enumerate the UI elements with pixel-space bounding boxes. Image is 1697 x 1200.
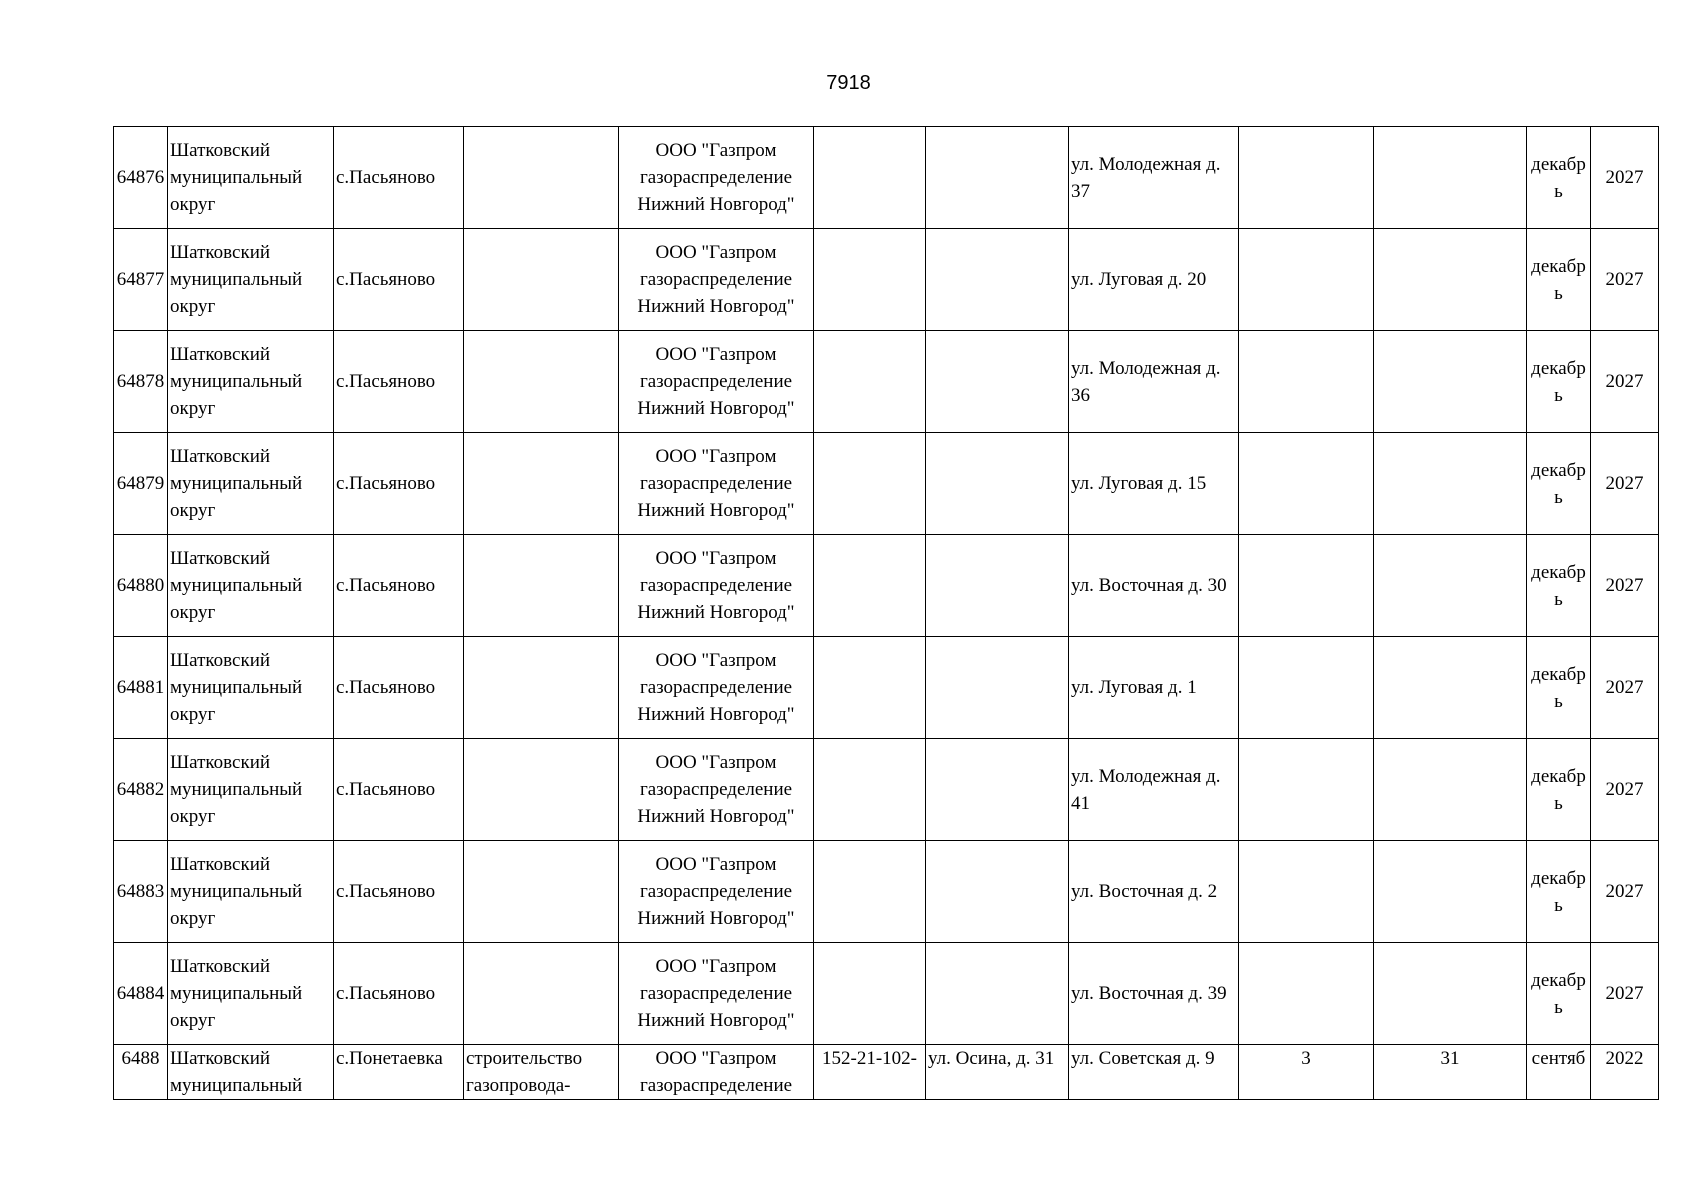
month-cell: декабрь xyxy=(1527,433,1591,535)
district-cell: Шатковский муниципальный xyxy=(168,1045,334,1100)
table-body xyxy=(114,127,1659,1100)
row-number-cell: 64880 xyxy=(114,535,168,637)
page-number: 7918 xyxy=(826,72,871,94)
table-row xyxy=(114,739,1659,841)
settlement-cell: с.Пасьяново xyxy=(334,739,464,841)
value-cell-b xyxy=(1374,535,1527,637)
source-address-cell: ул. Осина, д. 31 xyxy=(926,1045,1069,1100)
year-cell: 2022 xyxy=(1591,1045,1659,1100)
value-cell-b xyxy=(1374,331,1527,433)
year-cell: 2027 xyxy=(1591,127,1659,229)
year-cell: 2027 xyxy=(1591,739,1659,841)
value-cell-a xyxy=(1239,433,1374,535)
source-address-cell xyxy=(926,739,1069,841)
work-type-cell xyxy=(464,331,619,433)
data-table xyxy=(113,126,1659,1100)
code-cell xyxy=(814,433,926,535)
address-cell: ул. Советская д. 9 xyxy=(1069,1045,1239,1100)
code-cell xyxy=(814,331,926,433)
address-cell: ул. Восточная д. 2 xyxy=(1069,841,1239,943)
organization-cell: ООО "Газпром газораспределение Нижний Новгород" xyxy=(619,229,814,331)
settlement-cell: с.Пасьяново xyxy=(334,943,464,1045)
row-number-cell: 64882 xyxy=(114,739,168,841)
district-cell: Шатковский муниципальный округ xyxy=(168,535,334,637)
value-cell-a xyxy=(1239,535,1374,637)
district-cell: Шатковский муниципальный округ xyxy=(168,943,334,1045)
work-type-cell xyxy=(464,739,619,841)
row-number-cell: 64877 xyxy=(114,229,168,331)
organization-cell: ООО "Газпром газораспределение Нижний Новгород" xyxy=(619,535,814,637)
year-cell: 2027 xyxy=(1591,229,1659,331)
year-cell: 2027 xyxy=(1591,433,1659,535)
address-cell: ул. Восточная д. 30 xyxy=(1069,535,1239,637)
table-row xyxy=(114,535,1659,637)
work-type-cell xyxy=(464,229,619,331)
work-type-cell: строительство газопровода- xyxy=(464,1045,619,1100)
organization-cell: ООО "Газпром газораспределение Нижний Новгород" xyxy=(619,637,814,739)
month-cell: декабрь xyxy=(1527,535,1591,637)
work-type-cell xyxy=(464,841,619,943)
work-type-cell xyxy=(464,637,619,739)
organization-cell: ООО "Газпром газораспределение xyxy=(619,1045,814,1100)
address-cell: ул. Луговая д. 15 xyxy=(1069,433,1239,535)
address-cell: ул. Луговая д. 1 xyxy=(1069,637,1239,739)
table-row xyxy=(114,841,1659,943)
month-cell: декабрь xyxy=(1527,739,1591,841)
value-cell-a xyxy=(1239,127,1374,229)
table-row xyxy=(114,1045,1659,1100)
table-row xyxy=(114,637,1659,739)
settlement-cell: с.Пасьяново xyxy=(334,127,464,229)
value-cell-b xyxy=(1374,739,1527,841)
code-cell xyxy=(814,535,926,637)
value-cell-a xyxy=(1239,331,1374,433)
organization-cell: ООО "Газпром газораспределение Нижний Новгород" xyxy=(619,943,814,1045)
code-cell xyxy=(814,637,926,739)
address-cell: ул. Молодежная д. 37 xyxy=(1069,127,1239,229)
settlement-cell: с.Понетаевка xyxy=(334,1045,464,1100)
settlement-cell: с.Пасьяново xyxy=(334,535,464,637)
year-cell: 2027 xyxy=(1591,841,1659,943)
work-type-cell xyxy=(464,433,619,535)
district-cell: Шатковский муниципальный округ xyxy=(168,841,334,943)
address-cell: ул. Молодежная д. 36 xyxy=(1069,331,1239,433)
source-address-cell xyxy=(926,127,1069,229)
organization-cell: ООО "Газпром газораспределение Нижний Новгород" xyxy=(619,433,814,535)
code-cell xyxy=(814,229,926,331)
value-cell-b xyxy=(1374,841,1527,943)
table-row xyxy=(114,433,1659,535)
value-cell-a: 3 xyxy=(1239,1045,1374,1100)
row-number-cell: 64879 xyxy=(114,433,168,535)
row-number-cell: 64884 xyxy=(114,943,168,1045)
year-cell: 2027 xyxy=(1591,637,1659,739)
value-cell-b xyxy=(1374,943,1527,1045)
value-cell-b xyxy=(1374,637,1527,739)
value-cell-b xyxy=(1374,433,1527,535)
month-cell: декабрь xyxy=(1527,943,1591,1045)
value-cell-a xyxy=(1239,229,1374,331)
code-cell xyxy=(814,739,926,841)
source-address-cell xyxy=(926,535,1069,637)
work-type-cell xyxy=(464,127,619,229)
value-cell-a xyxy=(1239,739,1374,841)
work-type-cell xyxy=(464,535,619,637)
year-cell: 2027 xyxy=(1591,535,1659,637)
value-cell-a xyxy=(1239,637,1374,739)
district-cell: Шатковский муниципальный округ xyxy=(168,739,334,841)
settlement-cell: с.Пасьяново xyxy=(334,331,464,433)
settlement-cell: с.Пасьяново xyxy=(334,433,464,535)
row-number-cell: 64878 xyxy=(114,331,168,433)
source-address-cell xyxy=(926,637,1069,739)
value-cell-b: 31 xyxy=(1374,1045,1527,1100)
code-cell xyxy=(814,943,926,1045)
value-cell-b xyxy=(1374,127,1527,229)
value-cell-a xyxy=(1239,841,1374,943)
row-number-cell: 64881 xyxy=(114,637,168,739)
district-cell: Шатковский муниципальный округ xyxy=(168,229,334,331)
organization-cell: ООО "Газпром газораспределение Нижний Новгород" xyxy=(619,331,814,433)
table-row xyxy=(114,943,1659,1045)
month-cell: декабрь xyxy=(1527,229,1591,331)
code-cell: 152-21-102- xyxy=(814,1045,926,1100)
organization-cell: ООО "Газпром газораспределение Нижний Новгород" xyxy=(619,841,814,943)
organization-cell: ООО "Газпром газораспределение Нижний Новгород" xyxy=(619,739,814,841)
value-cell-a xyxy=(1239,943,1374,1045)
year-cell: 2027 xyxy=(1591,943,1659,1045)
source-address-cell xyxy=(926,229,1069,331)
address-cell: ул. Луговая д. 20 xyxy=(1069,229,1239,331)
address-cell: ул. Восточная д. 39 xyxy=(1069,943,1239,1045)
table-row xyxy=(114,127,1659,229)
row-number-cell: 64883 xyxy=(114,841,168,943)
district-cell: Шатковский муниципальный округ xyxy=(168,331,334,433)
work-type-cell xyxy=(464,943,619,1045)
source-address-cell xyxy=(926,841,1069,943)
source-address-cell xyxy=(926,943,1069,1045)
row-number-cell: 64876 xyxy=(114,127,168,229)
settlement-cell: с.Пасьяново xyxy=(334,637,464,739)
source-address-cell xyxy=(926,433,1069,535)
month-cell: декабрь xyxy=(1527,331,1591,433)
row-number-cell: 6488 xyxy=(114,1045,168,1100)
organization-cell: ООО "Газпром газораспределение Нижний Новгород" xyxy=(619,127,814,229)
table-row xyxy=(114,229,1659,331)
month-cell: сентяб xyxy=(1527,1045,1591,1100)
table-row xyxy=(114,331,1659,433)
district-cell: Шатковский муниципальный округ xyxy=(168,637,334,739)
month-cell: декабрь xyxy=(1527,841,1591,943)
address-cell: ул. Молодежная д. 41 xyxy=(1069,739,1239,841)
month-cell: декабрь xyxy=(1527,637,1591,739)
district-cell: Шатковский муниципальный округ xyxy=(168,127,334,229)
settlement-cell: с.Пасьяново xyxy=(334,841,464,943)
month-cell: декабрь xyxy=(1527,127,1591,229)
source-address-cell xyxy=(926,331,1069,433)
settlement-cell: с.Пасьяново xyxy=(334,229,464,331)
district-cell: Шатковский муниципальный округ xyxy=(168,433,334,535)
year-cell: 2027 xyxy=(1591,331,1659,433)
code-cell xyxy=(814,127,926,229)
code-cell xyxy=(814,841,926,943)
value-cell-b xyxy=(1374,229,1527,331)
